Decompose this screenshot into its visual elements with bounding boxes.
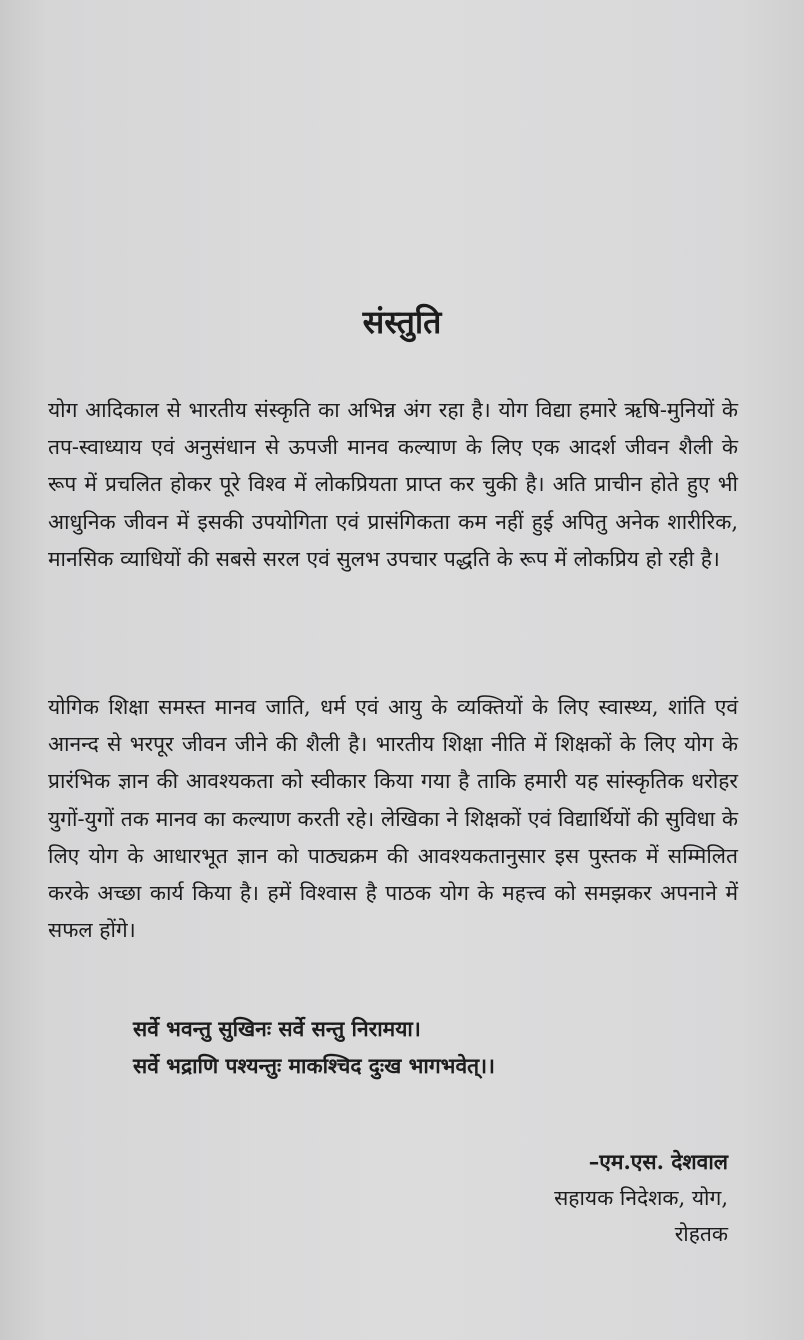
paragraph-2: योगिक शिक्षा समस्त मानव जाति, धर्म एवं आयु के व्यक्तियों के लिए स्वास्थ्य, शांति एवं आनन्द से भरपूर जीवन जीने की शैली है। भारतीय शिक्षा नीति में शिक्षकों के लिए योग के प्रारंभिक ज्ञान की आवश्यकता को स्वीकार किया गया है ताकि हमारी यह सांस्कृतिक धरोहर युगों-युगों तक मानव का कल्याण करती रहे। लेखिका ने शिक्षकों एवं विद्यार्थियों की सुविधा के लिए योग के आधारभूत ज्ञान को पाठ्यक्रम की आवश्यकतानुसार इस पुस्तक में सम्मिलित करके अच्छा कार्य किया है। हमें विश्वास है पाठक योग के महत्त्व को समझकर अपनाने में सफल होंगे। (48, 695, 738, 943)
shloka-line-2: सर्वे भद्राणि पश्यन्तुः माकश्चिद दुःख भागभवेत्।। (133, 1053, 496, 1078)
page-title: संस्तुति (362, 303, 442, 341)
signature-name: –एम.एस. देशवाल (588, 1149, 728, 1174)
paragraph-1: योग आदिकाल से भारतीय संस्कृति का अभिन्न अंग रहा है। योग विद्या हमारे ऋषि-मुनियों के तप-स्वाध्याय एवं अनुसंधान से ऊपजी मानव कल्याण के लिए एक आदर्श जीवन शैली के रूप में प्रचलित होकर पूरे विश्व में लोकप्रियता प्राप्त कर चुकी है। अति प्राचीन होते हुए भी आधुनिक जीवन में इसकी उपयोगिता एवं प्रासंगिकता कम नहीं हुई अपितु अनेक शारीरिक, मानसिक व्याधियों की सबसे सरल एवं सुलभ उपचार पद्धति के रूप में लोकप्रिय हो रही है। (48, 398, 738, 571)
signature-place: रोहतक (674, 1222, 728, 1246)
shloka-line-1: सर्वे भवन्तु सुखिनः सर्वे सन्तु निरामया। (133, 1016, 421, 1041)
signature-designation: सहायक निदेशक, योग, (554, 1186, 728, 1210)
